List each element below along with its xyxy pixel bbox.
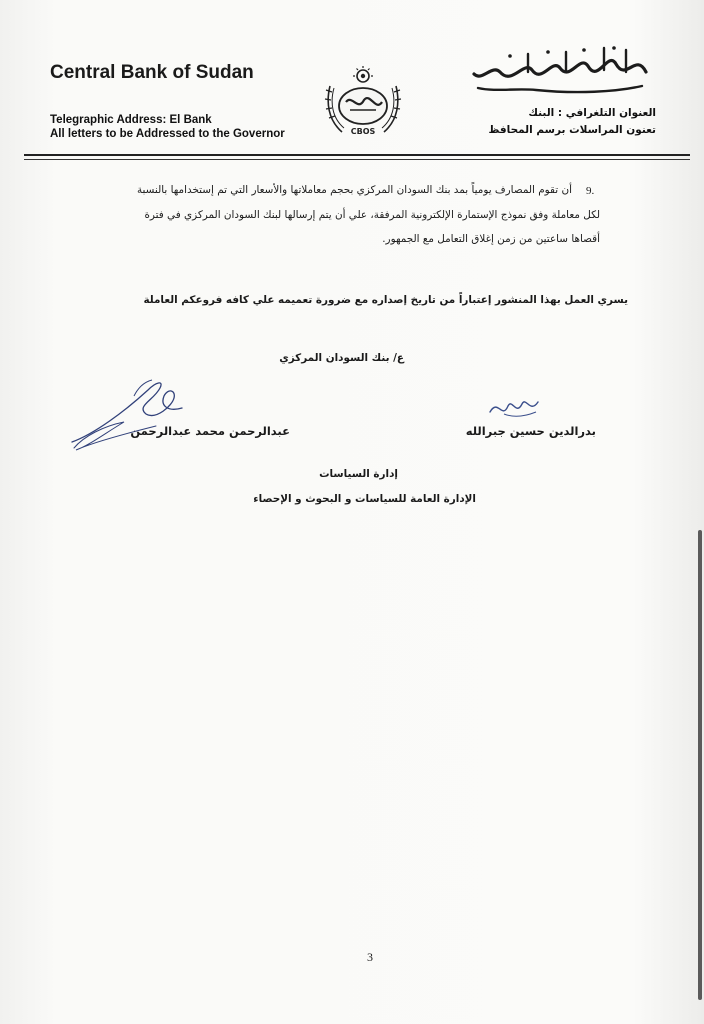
- header-divider-thin: [24, 159, 690, 160]
- item-text-line-3: أقصاها ساعتين من زمن إغلاق التعامل مع الجمهور.: [382, 233, 600, 245]
- right-handwritten-signature: [484, 392, 544, 422]
- left-handwritten-signature: [64, 376, 194, 456]
- bank-seal-emblem: [322, 66, 404, 140]
- arabic-calligraphy-logo: [466, 42, 656, 96]
- seal-abbreviation: CBOS: [350, 127, 376, 136]
- bank-name-english: Central Bank of Sudan: [50, 62, 254, 83]
- right-signatory-name: بدرالدين حسين جبرالله: [465, 424, 596, 438]
- item-text-line-1: أن تقوم المصارف يومياً بمد بنك السودان المركزي بحجم معاملاتها والأسعار التي تم إستخدامها بالنسبة: [136, 184, 572, 196]
- telegraphic-address-arabic: العنوان التلغرافي : البنك: [528, 107, 656, 119]
- item-number: 9.: [586, 185, 595, 197]
- telegraphic-address-english: Telegraphic Address: El Bank: [50, 114, 212, 126]
- item-text-line-2: لكل معاملة وفق نموذج الإستمارة الإلكترونية المرفقة، علي أن يتم إرسالها لبنك السودان المركزي في فترة: [144, 209, 600, 221]
- left-signatory-name: عبدالرحمن محمد عبدالرحمن: [130, 424, 290, 438]
- header-divider-thick: [24, 154, 690, 156]
- general-department-name: الإدارة العامة للسياسات و البحوث و الإحصاء: [253, 493, 476, 505]
- letters-address-arabic: تعنون المراسلات برسم المحافظ: [488, 124, 656, 136]
- page-number: 3: [367, 950, 373, 964]
- vertical-scrollbar[interactable]: [698, 530, 702, 1000]
- letters-address-english: All letters to be Addressed to the Governor: [50, 128, 285, 140]
- logo-text: بنك السودان المركزي: [556, 82, 566, 83]
- seal-text: بنك السودان المركزي: [358, 106, 368, 107]
- department-name: إدارة السياسات: [319, 468, 398, 480]
- on-behalf-line: ع/ بنك السودان المركزي: [279, 352, 404, 364]
- effective-notice: يسري العمل بهذا المنشور إعتباراً من تاريخ إصداره مع ضرورة تعميمه علي كافه فروعكم العاملة: [143, 294, 628, 306]
